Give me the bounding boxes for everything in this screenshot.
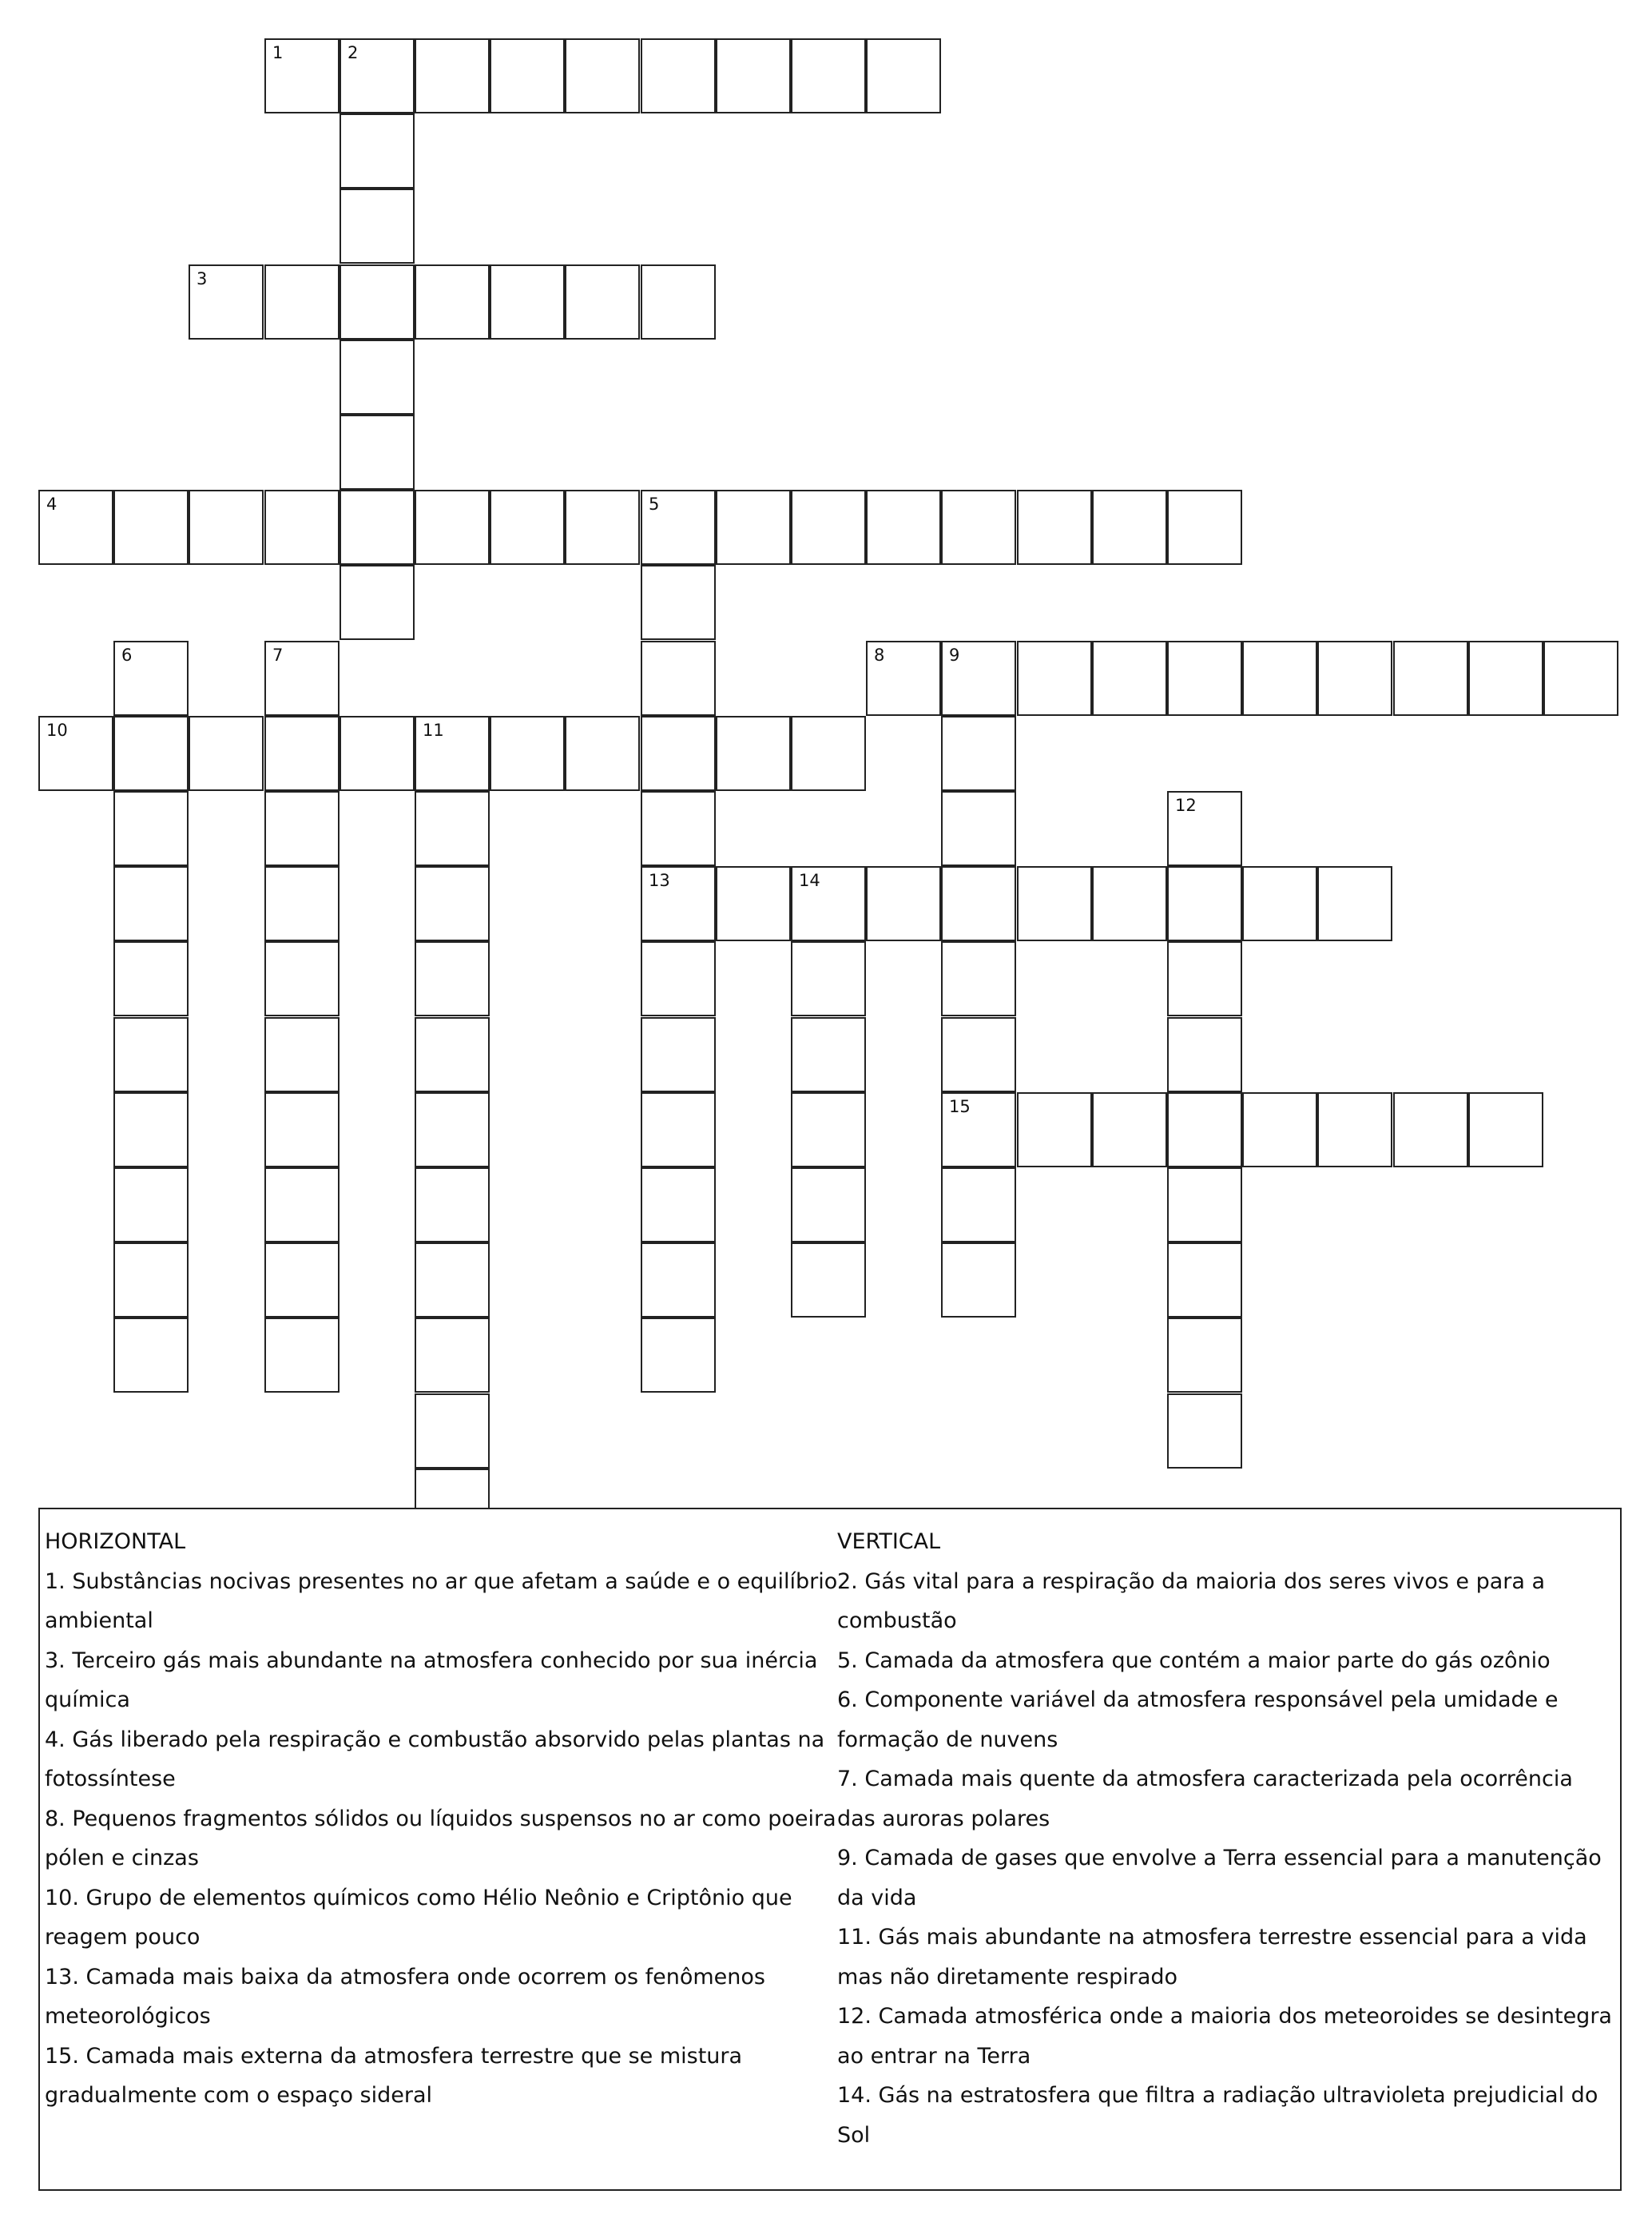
across-clue-4: 4. Gás liberado pela respiração e combustão absorvido pelas plantas na fotossíntese	[45, 1727, 825, 1791]
grid-cell[interactable]	[1167, 641, 1242, 716]
grid-cell[interactable]	[264, 716, 340, 791]
down-clue-2: 2. Gás vital para a respiração da maioria dos seres vivos e para a combustão	[837, 1568, 1546, 1633]
grid-cell[interactable]	[641, 1092, 716, 1167]
grid-cell[interactable]	[941, 791, 1016, 866]
grid-cell[interactable]	[415, 38, 490, 113]
grid-cell[interactable]	[1393, 641, 1468, 716]
grid-cell[interactable]	[565, 264, 640, 340]
down-clue-11: 11. Gás mais abundante na atmosfera terrestre essencial para a vida mas não diretamente respirado	[837, 1925, 1587, 1989]
grid-cell[interactable]	[340, 264, 415, 340]
grid-cell[interactable]	[264, 1167, 340, 1242]
down-clue-7: 7. Camada mais quente da atmosfera caracterizada pela ocorrência das auroras polares	[837, 1767, 1573, 1831]
grid-cell[interactable]	[340, 38, 415, 113]
grid-cell[interactable]	[113, 1242, 189, 1318]
grid-cell[interactable]	[1468, 1092, 1543, 1167]
grid-cell[interactable]	[866, 866, 941, 941]
grid-cell[interactable]	[113, 1017, 189, 1092]
grid-cell[interactable]	[490, 38, 565, 113]
clue-number: 3	[197, 269, 208, 288]
grid-cell[interactable]	[415, 866, 490, 941]
clue-number: 1	[272, 43, 284, 62]
clue-number: 2	[347, 43, 359, 62]
grid-cell[interactable]	[340, 565, 415, 640]
grid-cell[interactable]	[415, 1017, 490, 1092]
grid-cell[interactable]	[941, 641, 1016, 716]
grid-cell[interactable]	[490, 490, 565, 565]
grid-cell[interactable]	[113, 641, 189, 716]
grid-cell[interactable]	[1468, 641, 1543, 716]
grid-cell[interactable]	[1317, 866, 1392, 941]
grid-cell[interactable]	[113, 716, 189, 791]
grid-cell[interactable]	[1167, 1092, 1242, 1167]
grid-cell[interactable]	[641, 264, 716, 340]
grid-cell[interactable]	[340, 189, 415, 264]
grid-cell[interactable]	[415, 941, 490, 1016]
grid-cell[interactable]	[38, 490, 113, 565]
grid-cell[interactable]	[641, 716, 716, 791]
down-heading: VERTICAL	[837, 1529, 941, 1554]
grid-cell[interactable]	[113, 791, 189, 866]
grid-cell[interactable]	[1017, 641, 1092, 716]
across-clue-3: 3. Terceiro gás mais abundante na atmosfera conhecido por sua inércia química	[45, 1648, 818, 1712]
grid-cell[interactable]	[415, 1242, 490, 1318]
grid-cell[interactable]	[641, 38, 716, 113]
grid-cell[interactable]	[1167, 1318, 1242, 1393]
down-clue-5: 5. Camada da atmosfera que contém a maior parte do gás ozônio	[837, 1648, 1551, 1673]
grid-cell[interactable]	[415, 1318, 490, 1393]
grid-cell[interactable]	[1167, 1393, 1242, 1469]
grid-cell[interactable]	[641, 1167, 716, 1242]
across-heading: HORIZONTAL	[45, 1529, 186, 1554]
grid-cell[interactable]	[1242, 866, 1317, 941]
down-clue-6: 6. Componente variável da atmosfera responsável pela umidade e formação de nuvens	[837, 1687, 1559, 1752]
grid-cell[interactable]	[1092, 641, 1167, 716]
grid-cell[interactable]	[340, 716, 415, 791]
grid-cell[interactable]	[716, 866, 791, 941]
grid-cell[interactable]	[340, 340, 415, 415]
grid-cell[interactable]	[264, 1017, 340, 1092]
grid-cell[interactable]	[1167, 1242, 1242, 1318]
grid-cell[interactable]	[941, 1167, 1016, 1242]
grid-cell[interactable]	[641, 1242, 716, 1318]
grid-cell[interactable]	[38, 716, 113, 791]
grid-cell[interactable]	[791, 1017, 866, 1092]
grid-cell[interactable]	[415, 791, 490, 866]
grid-cell[interactable]	[1167, 791, 1242, 866]
grid-cell[interactable]	[113, 1092, 189, 1167]
clues-box	[38, 1508, 1622, 2191]
grid-cell[interactable]	[641, 791, 716, 866]
grid-cell[interactable]	[415, 1092, 490, 1167]
grid-cell[interactable]	[340, 415, 415, 490]
grid-cell[interactable]	[1543, 641, 1618, 716]
grid-cell[interactable]	[264, 641, 340, 716]
grid-cell[interactable]	[264, 38, 340, 113]
across-clue-10: 10. Grupo de elementos químicos como Hélio Neônio e Criptônio que reagem pouco	[45, 1885, 792, 1950]
grid-cell[interactable]	[1167, 490, 1242, 565]
across-clue-8: 8. Pequenos fragmentos sólidos ou líquidos suspensos no ar como poeira pólen e cinzas	[45, 1806, 836, 1870]
grid-cell[interactable]	[641, 490, 716, 565]
grid-cell[interactable]	[264, 1318, 340, 1393]
grid-cell[interactable]	[1092, 490, 1167, 565]
clue-number: 8	[874, 646, 885, 665]
grid-cell[interactable]	[941, 1242, 1016, 1318]
grid-cell[interactable]	[415, 264, 490, 340]
clue-number: 5	[649, 495, 660, 514]
grid-cell[interactable]	[716, 490, 791, 565]
down-clue-12: 12. Camada atmosférica onde a maioria dos meteoroides se desintegra ao entrar na Terra	[837, 2004, 1612, 2069]
grid-cell[interactable]	[641, 565, 716, 640]
across-clue-1: 1. Substâncias nocivas presentes no ar que afetam a saúde e o equilíbrio ambiental	[45, 1568, 838, 1633]
grid-cell[interactable]	[1167, 866, 1242, 941]
grid-cell[interactable]	[565, 490, 640, 565]
grid-cell[interactable]	[113, 1318, 189, 1393]
clue-number: 12	[1175, 796, 1197, 815]
grid-cell[interactable]	[791, 1092, 866, 1167]
grid-cell[interactable]	[1167, 941, 1242, 1016]
grid-cell[interactable]	[1017, 866, 1092, 941]
grid-cell[interactable]	[415, 1167, 490, 1242]
clue-number: 10	[46, 721, 68, 740]
grid-cell[interactable]	[941, 716, 1016, 791]
grid-cell[interactable]	[1393, 1092, 1468, 1167]
grid-cell[interactable]	[264, 1092, 340, 1167]
grid-cell[interactable]	[189, 716, 264, 791]
grid-cell[interactable]	[264, 490, 340, 565]
grid-cell[interactable]	[189, 490, 264, 565]
grid-cell[interactable]	[641, 641, 716, 716]
grid-cell[interactable]	[791, 716, 866, 791]
grid-cell[interactable]	[264, 1242, 340, 1318]
grid-cell[interactable]	[866, 490, 941, 565]
grid-cell[interactable]	[113, 1167, 189, 1242]
grid-cell[interactable]	[941, 941, 1016, 1016]
grid-cell[interactable]	[941, 866, 1016, 941]
clue-number: 15	[949, 1097, 971, 1116]
clue-number: 7	[272, 646, 284, 665]
down-clues	[837, 1522, 1614, 2155]
clue-number: 6	[121, 646, 133, 665]
clue-number: 9	[949, 646, 960, 665]
clue-number: 4	[46, 495, 58, 514]
grid-cell[interactable]	[1242, 641, 1317, 716]
grid-cell[interactable]	[941, 1092, 1016, 1167]
grid-cell[interactable]	[866, 38, 941, 113]
grid-cell[interactable]	[340, 490, 415, 565]
clue-number: 13	[649, 871, 670, 890]
grid-cell[interactable]	[490, 716, 565, 791]
grid-cell[interactable]	[1317, 1092, 1392, 1167]
grid-cell[interactable]	[866, 641, 941, 716]
across-clues	[45, 1522, 860, 2116]
across-clue-15: 15. Camada mais externa da atmosfera terrestre que se mistura gradualmente com o espaço sideral	[45, 2043, 743, 2108]
grid-cell[interactable]	[1017, 490, 1092, 565]
grid-cell[interactable]	[716, 38, 791, 113]
grid-cell[interactable]	[415, 490, 490, 565]
grid-cell[interactable]	[641, 1318, 716, 1393]
grid-cell[interactable]	[791, 941, 866, 1016]
grid-cell[interactable]	[415, 716, 490, 791]
grid-cell[interactable]	[941, 490, 1016, 565]
grid-cell[interactable]	[113, 490, 189, 565]
grid-cell[interactable]	[113, 941, 189, 1016]
grid-cell[interactable]	[565, 716, 640, 791]
grid-cell[interactable]	[264, 264, 340, 340]
grid-cell[interactable]	[340, 113, 415, 189]
grid-cell[interactable]	[641, 941, 716, 1016]
grid-cell[interactable]	[791, 1242, 866, 1318]
grid-cell[interactable]	[264, 791, 340, 866]
clue-number: 14	[799, 871, 820, 890]
grid-cell[interactable]	[1242, 1092, 1317, 1167]
grid-cell[interactable]	[264, 866, 340, 941]
grid-cell[interactable]	[791, 38, 866, 113]
grid-cell[interactable]	[113, 866, 189, 941]
grid-cell[interactable]	[565, 38, 640, 113]
grid-cell[interactable]	[1167, 1017, 1242, 1092]
grid-cell[interactable]	[791, 1167, 866, 1242]
grid-cell[interactable]	[791, 866, 866, 941]
grid-cell[interactable]	[415, 1393, 490, 1469]
grid-cell[interactable]	[1092, 866, 1167, 941]
grid-cell[interactable]	[941, 1017, 1016, 1092]
grid-cell[interactable]	[641, 866, 716, 941]
grid-cell[interactable]	[264, 941, 340, 1016]
grid-cell[interactable]	[1017, 1092, 1092, 1167]
grid-cell[interactable]	[1167, 1167, 1242, 1242]
grid-cell[interactable]	[189, 264, 264, 340]
grid-cell[interactable]	[1317, 641, 1392, 716]
down-clue-9: 9. Camada de gases que envolve a Terra essencial para a manutenção da vida	[837, 1846, 1602, 1910]
grid-cell[interactable]	[716, 716, 791, 791]
grid-cell[interactable]	[641, 1017, 716, 1092]
grid-cell[interactable]	[1092, 1092, 1167, 1167]
clue-number: 11	[423, 721, 444, 740]
grid-cell[interactable]	[791, 490, 866, 565]
grid-cell[interactable]	[490, 264, 565, 340]
down-clue-14: 14. Gás na estratosfera que filtra a radiação ultravioleta prejudicial do Sol	[837, 2083, 1598, 2148]
across-clue-13: 13. Camada mais baixa da atmosfera onde ocorrem os fenômenos meteorológicos	[45, 1964, 765, 2029]
